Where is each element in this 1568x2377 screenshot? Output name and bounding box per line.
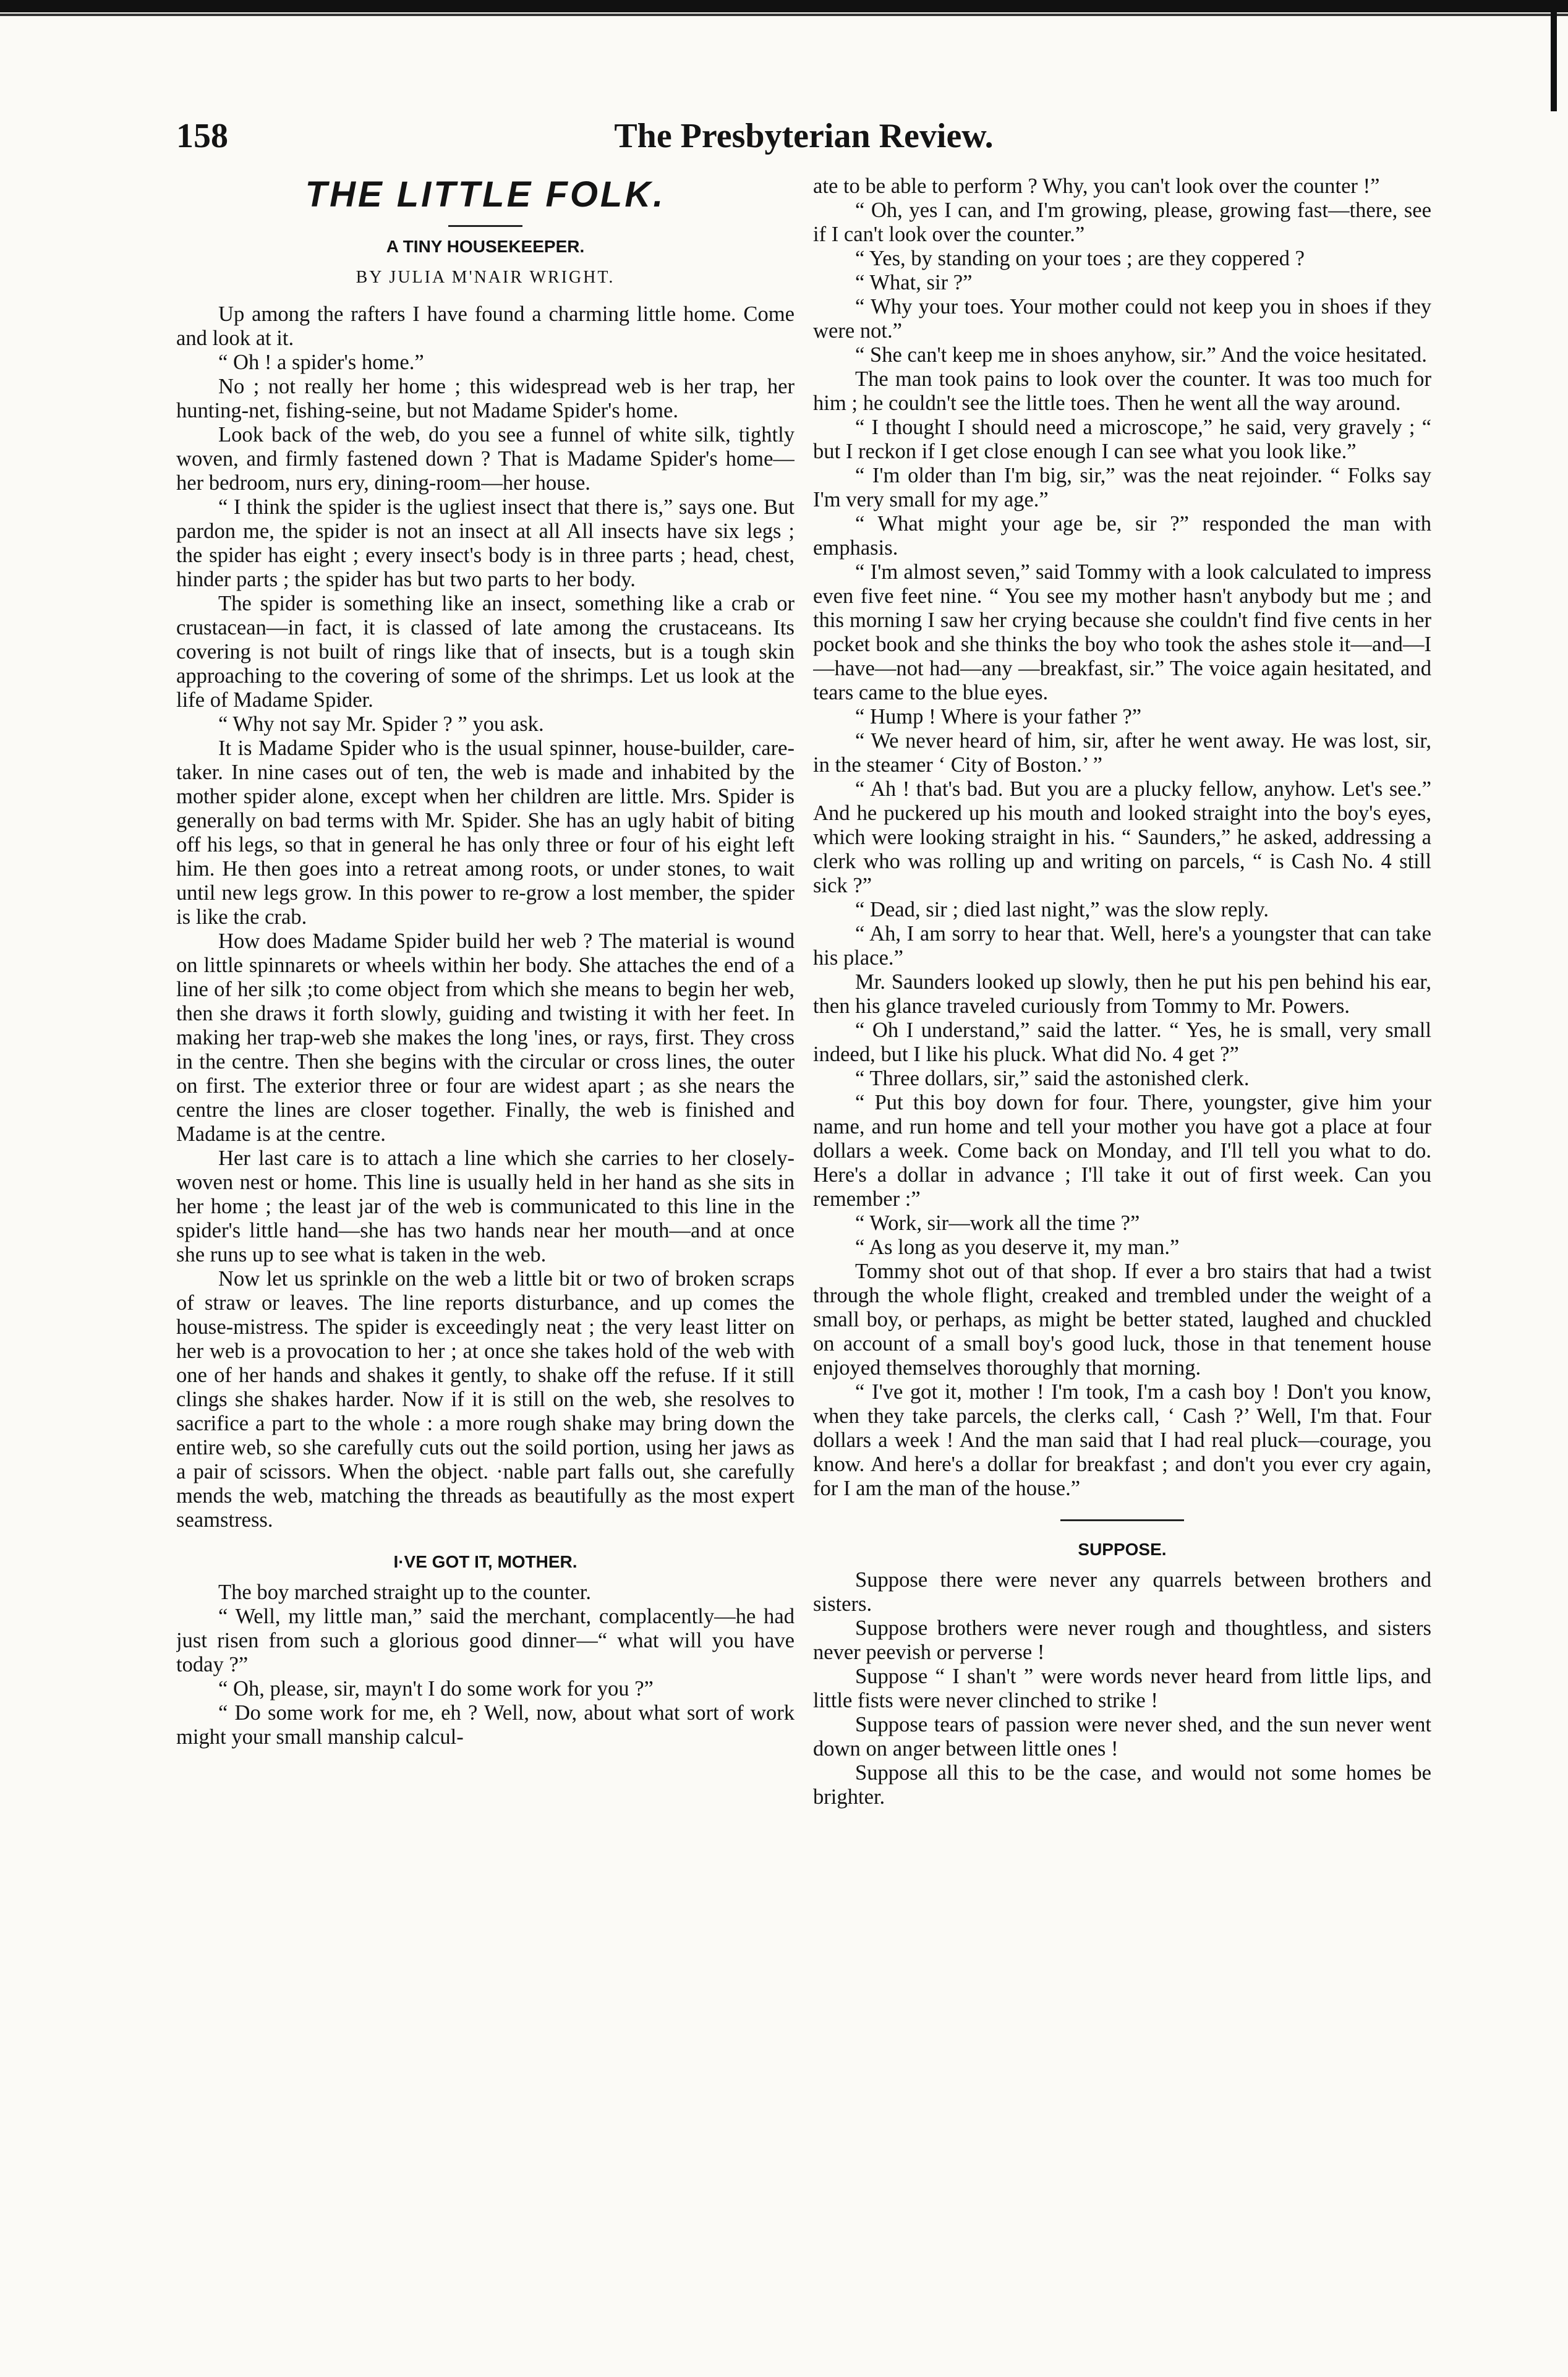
paragraph: It is Madame Spider who is the usual spinner, house-builder, care-taker. In nine cases out of ten, the web is made and inhabited by the mother spider alone, except when her children are little. Mrs. Spider is generally on bad terms with Mr. Spider. She has an ugly habit of biting off his legs, so that in general he has only three or four of his eight left him. He then goes into a retreat among roots, or under stones, to wait until new legs grow. In this power to re-grow a lost member, the spider is like the crab. — [176, 736, 795, 929]
article-byline: BY JULIA M'NAIR WRIGHT. — [356, 268, 615, 287]
paragraph: “ Ah, I am sorry to hear that. Well, here's a youngster that can take his place.” — [813, 922, 1431, 970]
paragraph: Suppose “ I shan't ” were words never heard from little lips, and little fists were never clinched to strike ! — [813, 1665, 1431, 1712]
paragraph: “ Hump ! Where is your father ?” — [855, 705, 1142, 728]
right-column — [813, 174, 1431, 2326]
paragraph: Tommy shot out of that shop. If ever a bro stairs that had a twist through the whole flight, creaked and trembled under the weight of a small boy, or perhaps, as might be better stated, laughed and chuckled on account of a small boy's good luck, those in that tenement house enjoyed themselves thoroughly that morning. — [813, 1260, 1431, 1380]
paragraph: “ Oh ! a spider's home.” — [218, 351, 424, 374]
top-border-rule — [0, 0, 1568, 12]
paragraph: ate to be able to perform ? Why, you can't look over the counter !” — [813, 174, 1380, 198]
paragraph: “ What might your age be, sir ?” responded the man with emphasis. — [813, 512, 1431, 560]
paragraph: “ I think the spider is the ugliest insect that there is,” says one. But pardon me, the spider is not an insect at all All insects have six legs ; the spider has eight ; every insect's body is in three parts ; head, chest, hinder parts ; the spider has but two parts to her body. — [176, 495, 795, 591]
paragraph: Suppose there were never any quarrels between brothers and sisters. — [813, 1568, 1431, 1616]
left-column — [176, 174, 795, 2326]
paragraph: “ Oh I understand,” said the latter. “ Yes, he is small, very small indeed, but I like his pluck. What did No. 4 get ?” — [813, 1018, 1431, 1066]
paragraph: “ Work, sir—work all the time ?” — [855, 1211, 1140, 1235]
paragraph: “ I'm older than I'm big, sir,” was the neat rejoinder. “ Folks say I'm very small for my age.” — [813, 464, 1431, 511]
paragraph: “ Oh, please, sir, mayn't I do some work for you ?” — [218, 1677, 654, 1701]
article-title-mother: I·VE GOT IT, MOTHER. — [393, 1552, 577, 1571]
paragraph: Mr. Saunders looked up slowly, then he put his pen behind his ear, then his glance traveled curiously from Tommy to Mr. Powers. — [813, 970, 1431, 1018]
journal-title: The Presbyterian Review. — [614, 117, 994, 155]
article-body-mother-continued — [813, 174, 1431, 1501]
paragraph: “ Do some work for me, eh ? Well, now, about what sort of work might your small manship calcul- — [176, 1701, 795, 1749]
paragraph: “ I've got it, mother ! I'm took, I'm a cash boy ! Don't you know, when they take parcels, the clerks call, ‘ Cash ?’ Well, I'm that. Four dollars a week ! And the man said that I had real pluck—courage, you know. And here's a dollar for breakfast ; and don't you ever cry again, for I am the man of the house.” — [813, 1380, 1431, 1500]
paragraph: “ Why not say Mr. Spider ? ” you ask. — [218, 712, 544, 736]
paragraph: “ We never heard of him, sir, after he went away. He was lost, sir, in the steamer ‘ City of Boston.’ ” — [813, 729, 1431, 777]
paragraph: “ Well, my little man,” said the merchant, complacently—he had just risen from such a glorious good dinner—“ what will you have today ?” — [176, 1605, 795, 1676]
paragraph: “ As long as you deserve it, my man.” — [855, 1235, 1180, 1259]
article-body-housekeeper — [176, 302, 795, 1532]
paragraph: Suppose brothers were never rough and thoughtless, and sisters never peevish or perverse ! — [813, 1616, 1431, 1664]
paragraph: Up among the rafters I have found a charming little home. Come and look at it. — [176, 302, 795, 350]
article-body-suppose — [813, 1568, 1431, 1809]
paragraph: “ Put this boy down for four. There, youngster, give him your name, and run home and tell your mother you have got a place at four dollars a week. Come back on Monday, and I'll tell you what to do. Here's a dollar in advance ; I'll take it out of first week. Can you remember :” — [813, 1091, 1431, 1211]
paragraph: “ What, sir ?” — [855, 271, 973, 294]
paragraph: “ I thought I should need a microscope,” he said, very gravely ; “ but I reckon if I get close enough I can see what you look like.” — [813, 416, 1431, 463]
paragraph: “ Ah ! that's bad. But you are a plucky fellow, anyhow. Let's see.” And he puckered up his mouth and looked straight into the boy's eyes, which were looking straight in his. “ Saunders,” he asked, addressing a clerk who was rolling up and writing on parcels, “ is Cash No. 4 still sick ?” — [813, 777, 1431, 897]
paragraph: “ Yes, by standing on your toes ; are they coppered ? — [855, 247, 1305, 270]
title-divider — [448, 225, 522, 227]
paragraph: “ Why your toes. Your mother could not keep you in shoes if they were not.” — [813, 295, 1431, 343]
article-body-mother-start — [176, 1581, 795, 1749]
article-divider — [1060, 1519, 1184, 1521]
paragraph: The man took pains to look over the counter. It was too much for him ; he couldn't see the little toes. Then he went all the way around. — [813, 367, 1431, 415]
paragraph: Now let us sprinkle on the web a little bit or two of broken scraps of straw or leaves. The line reports disturbance, and up comes the house-mistress. The spider is exceedingly neat ; the very least litter on her web is a provocation to her ; at once she takes hold of the web with one of her hands and shakes it gently, to shake off the refuse. If it still clings she shakes harder. Now if it is still on the web, she resolves to sacrifice a part to the whole : a more rough shake may bring down the entire web, so she carefully cuts out the soild portion, using her jaws as a pair of scissors. When the object. ·nable part falls out, she carefully mends the web, matching the threads as beautifully as the most expert seamstress. — [176, 1267, 795, 1532]
paragraph: “ She can't keep me in shoes anyhow, sir.” And the voice hesitated. — [855, 343, 1427, 367]
section-title: THE LITTLE FOLK. — [305, 174, 666, 215]
right-border-rule — [1551, 12, 1557, 111]
paragraph: “ I'm almost seven,” said Tommy with a look calculated to impress even five feet nine. “ You see my mother hasn't anybody but me ; and this morning I saw her crying because she couldn't find five cents in her pocket book and she thinks the boy who took the ashes stole it—and—I—have—not had—any —breakfast, sir.” The voice again hesitated, and tears came to the blue eyes. — [813, 560, 1431, 704]
top-border-thin-rule — [0, 14, 1568, 16]
paragraph: “ Dead, sir ; died last night,” was the slow reply. — [855, 898, 1269, 921]
paragraph: Her last care is to attach a line which she carries to her closely-woven nest or home. This line is usually held in her hand as she sits in her home ; the least jar of the web is communicated to this line in the spider's little hand—she has two hands near her mouth—and at once she runs up to see what is taken in the web. — [176, 1146, 795, 1266]
paragraph: The boy marched straight up to the counter. — [218, 1581, 592, 1604]
paragraph: The spider is something like an insect, something like a crab or crustacean—in fact, it is classed of late among the crustaceans. Its covering is not built of rings like that of insects, but is a tough skin approaching to the covering of some of the shrimps. Let us look at the life of Madame Spider. — [176, 592, 795, 712]
paragraph: How does Madame Spider build her web ? The material is wound on little spinnarets or wheels within her body. She attaches the end of a line of her silk ;to come object from which she means to begin her web, then she draws it forth slowly, guiding and twisting it with her feet. In making her trap-web she makes the long 'ines, or rays, first. They cross in the centre. Then she begins with the circular or cross lines, the outer on first. The exterior three or four are widest apart ; as she nears the centre the lines are closer together. Finally, the web is finished and Madame is at the centre. — [176, 929, 795, 1146]
paragraph: “ Three dollars, sir,” said the astonished clerk. — [855, 1067, 1250, 1090]
paragraph: Look back of the web, do you see a funnel of white silk, tightly woven, and firmly fastened down ? That is Madame Spider's home—her bedroom, nurs ery, dining-room—her house. — [176, 423, 795, 495]
paragraph: No ; not really her home ; this widespread web is her trap, her hunting-net, fishing-seine, but not Madame Spider's home. — [176, 375, 795, 422]
page-number: 158 — [176, 117, 228, 155]
paragraph: Suppose all this to be the case, and would not some homes be brighter. — [813, 1761, 1431, 1809]
page-header — [176, 116, 1431, 160]
paragraph: Suppose tears of passion were never shed, and the sun never went down on anger between little ones ! — [813, 1713, 1431, 1760]
paragraph: “ Oh, yes I can, and I'm growing, please, growing fast—there, see if I can't look over the counter.” — [813, 198, 1431, 246]
article-title-housekeeper: A TINY HOUSEKEEPER. — [386, 237, 585, 256]
article-title-suppose: SUPPOSE. — [1078, 1540, 1167, 1559]
